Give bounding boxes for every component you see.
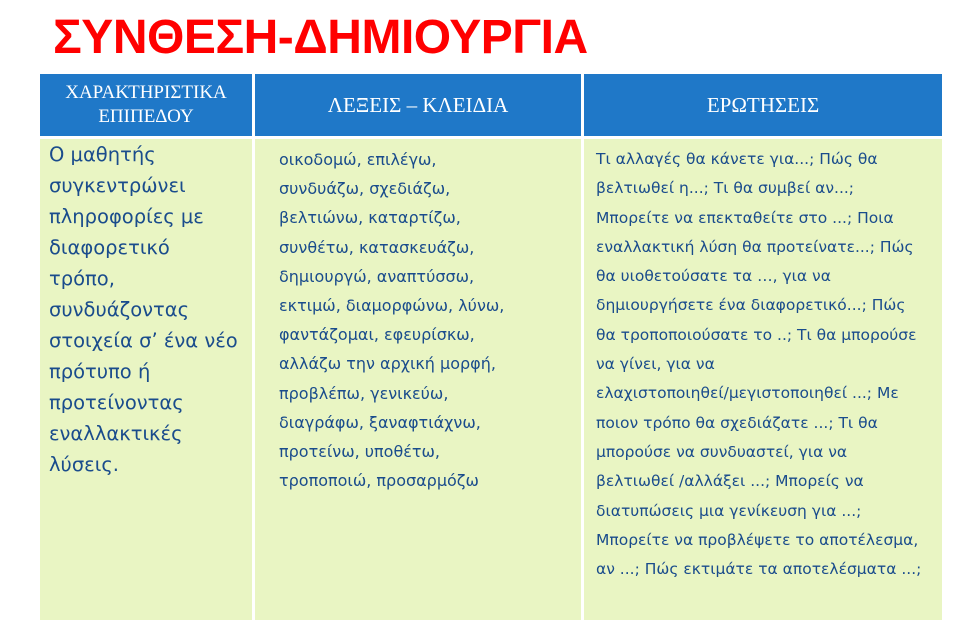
question-line: αν ...; Πώς εκτιμάτε τα αποτελέσματα ...; bbox=[596, 560, 922, 579]
characteristic-line: Ο μαθητής bbox=[49, 143, 156, 166]
question-line: ποιον τρόπο θα σχεδιάζατε ...; Τι θα bbox=[596, 413, 878, 432]
characteristic-line: συγκεντρώνει bbox=[49, 174, 186, 197]
page-title: ΣΥΝΘΕΣΗ-ΔΗΜΙΟΥΡΓΙΑ bbox=[53, 11, 588, 64]
cell-questions bbox=[584, 139, 942, 620]
keyword-line: συνδυάζω, σχεδιάζω, bbox=[279, 179, 451, 199]
keyword-line: τροποποιώ, προσαρμόζω bbox=[279, 471, 479, 491]
question-line: διατυπώσεις μια γενίκευση για ...; bbox=[596, 501, 862, 520]
cell-characteristics bbox=[40, 139, 255, 620]
keyword-line: αλλάζω την αρχική μορφή, bbox=[279, 354, 496, 374]
header-line: ΕΠΙΠΕΔΟΥ bbox=[98, 106, 194, 127]
question-line: Μπορείτε να επεκταθείτε στο ...; Ποια bbox=[596, 208, 894, 227]
characteristic-line: λύσεις. bbox=[49, 453, 119, 476]
header-questions: ΕΡΩΤΗΣΕΙΣ bbox=[584, 74, 942, 139]
taxonomy-table bbox=[40, 74, 942, 620]
characteristics-text bbox=[49, 139, 252, 480]
characteristic-line: πρότυπο ή bbox=[49, 360, 151, 383]
keyword-line: φαντάζομαι, εφευρίσκω, bbox=[279, 325, 475, 345]
question-line: βελτιωθεί /αλλάξει ...; Μπορείς να bbox=[596, 472, 864, 491]
keyword-line: εκτιμώ, διαμορφώνω, λύνω, bbox=[279, 296, 505, 316]
question-line: θα τροποποιούσατε το ..; Τι θα μπορούσε bbox=[596, 325, 917, 344]
keyword-line: συνθέτω, κατασκευάζω, bbox=[279, 237, 475, 257]
characteristic-line: πληροφορίες με bbox=[49, 205, 204, 228]
question-line: βελτιωθεί η...; Τι θα συμβεί αν...; bbox=[596, 179, 855, 198]
characteristic-line: τρόπο, bbox=[49, 267, 115, 290]
characteristic-line: στοιχεία σ’ ένα νέο bbox=[49, 329, 238, 352]
question-line: εναλλακτική λύση θα προτείνατε...; Πώς bbox=[596, 237, 914, 256]
cell-keywords bbox=[255, 139, 584, 620]
questions-text bbox=[596, 145, 938, 584]
question-line: να γίνει, για να bbox=[596, 355, 715, 374]
characteristic-line: εναλλακτικές bbox=[49, 422, 183, 445]
question-line: δημιουργήσετε ένα διαφορετικό...; Πώς bbox=[596, 296, 906, 315]
characteristic-line: συνδυάζοντας bbox=[49, 298, 190, 321]
header-keywords: ΛΕΞΕΙΣ – ΚΛΕΙΔΙΑ bbox=[255, 74, 584, 139]
header-line: ΧΑΡΑΚΤΗΡΙΣΤΙΚΑ bbox=[65, 82, 227, 103]
keyword-line: προτείνω, υποθέτω, bbox=[279, 442, 441, 462]
keyword-line: δημιουργώ, αναπτύσσω, bbox=[279, 266, 475, 286]
keyword-line: προβλέπω, γενικεύω, bbox=[279, 383, 449, 403]
question-line: Μπορείτε να προβλέψετε το αποτέλεσμα, bbox=[596, 530, 919, 549]
question-line: Τι αλλαγές θα κάνετε για...; Πώς θα bbox=[596, 150, 878, 168]
keyword-line: οικοδομώ, επιλέγω, bbox=[279, 150, 437, 169]
question-line: μπορούσε να συνδυαστεί, για να bbox=[596, 442, 848, 461]
characteristic-line: προτείνοντας bbox=[49, 391, 184, 414]
question-line: ελαχιστοποιηθεί/μεγιστοποιηθεί ...; Με bbox=[596, 384, 899, 403]
header-characteristics bbox=[40, 74, 255, 139]
keyword-line: βελτιώνω, καταρτίζω, bbox=[279, 208, 461, 228]
question-line: θα υιοθετούσατε τα …, για να bbox=[596, 267, 831, 286]
keywords-text bbox=[279, 145, 581, 495]
characteristic-line: διαφορετικό bbox=[49, 236, 170, 259]
keyword-line: διαγράφω, ξαναφτιάχνω, bbox=[279, 412, 481, 432]
